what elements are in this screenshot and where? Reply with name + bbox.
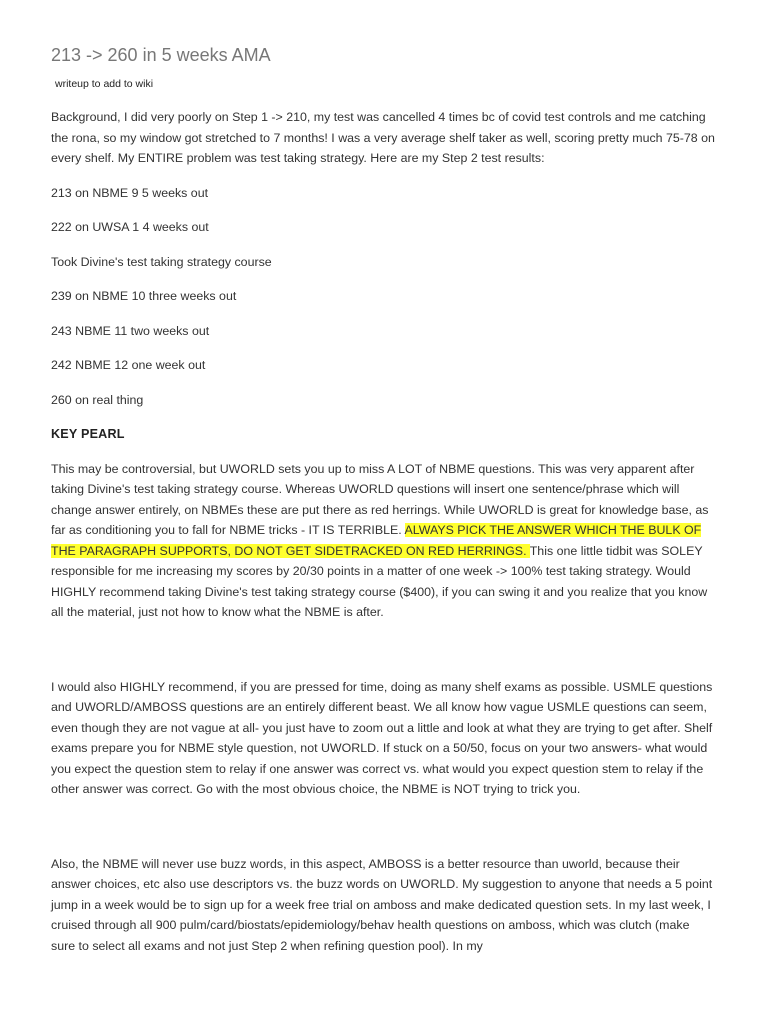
- spacer: [51, 814, 716, 854]
- key-pearl-paragraph: [51, 459, 716, 623]
- key-pearl-heading: KEY PEARL: [51, 427, 125, 441]
- result-item: 243 NBME 11 two weeks out: [51, 323, 210, 338]
- highlighted-text: ALWAYS PICK THE ANSWER WHICH THE BULK OF THE PARAGRAPH SUPPORTS, DO NOT GET SIDETRACKED ON RED HERRINGS.: [51, 523, 702, 558]
- result-item: 242 NBME 12 one week out: [51, 358, 206, 372]
- amboss-paragraph: Also, the NBME will never use buzz words, in this aspect, AMBOSS is a better resource than uworld, because their answer choices, etc also use descriptors vs. the buzz words on UWORLD. My suggestion to anyone that needs a 5 point jump in a week would be to sign up for a week free trial on amboss and make dedicated question sets. In my last week, I cruised through all 900 pulm/card/biostats/epidemiology/behav health questions on amboss, which was clutch (make sure to select all exams and not just Step 2 when refining question pool). In my: [51, 856, 713, 953]
- result-item: 239 on NBME 10 three weeks out: [51, 289, 237, 303]
- result-item: 260 on real thing: [51, 392, 144, 407]
- page-title: 213 -> 260 in 5 weeks AMA: [51, 45, 271, 65]
- result-item: 213 on NBME 9 5 weeks out: [51, 185, 209, 200]
- page-subtitle: writeup to add to wiki: [55, 78, 154, 90]
- document-body: [51, 107, 716, 970]
- key-pearl-text-before: This may be controversial, but UWORLD sets you up to miss A LOT of NBME questions. This was very apparent after taking Divine's test taking strategy course. Whereas UWORLD questions will insert one sentence/phrase which will change answer entirely, on NBMEs these are put there as red herrings. While UWORLD is great for knowledge base, as far as conditioning you to fall for NBME tricks - IT IS TERRIBLE.: [51, 461, 709, 537]
- result-item: 222 on UWSA 1 4 weeks out: [51, 220, 209, 234]
- shelf-paragraph: I would also HIGHLY recommend, if you are pressed for time, doing as many shelf exams as possible. USMLE questions and UWORLD/AMBOSS questions are an entirely different beast. We all know how vague USMLE questions can seem, even though they are not vague at all- you just have to zoom out a little and look at what they are trying to get after. Shelf exams prepare you for NBME style question, not UWORLD. If stuck on a 50/50, focus on your two answers- what would you expect the question stem to relay if one answer was correct vs. what would you expect question stem to relay if the other answer was correct. Go with the most obvious choice, the NBME is NOT trying to trick you.: [51, 679, 713, 796]
- key-pearl-text-after: This one little tidbit was SOLEY responsible for me increasing my scores by 20/30 points in a matter of one week -> 100% test taking strategy. Would HIGHLY recommend taking Divine's test taking strategy course ($400), if you can swing it and you realize that you know all the material, just not how to know what the NBME is after.: [51, 543, 708, 619]
- spacer: [51, 637, 716, 677]
- result-item: Took Divine's test taking strategy course: [51, 254, 272, 269]
- intro-paragraph: Background, I did very poorly on Step 1 -> 210, my test was cancelled 4 times bc of covid test controls and me catching the rona, so my window got stretched to 7 months! I was a very average shelf taker as well, scoring pretty much 75-78 on every shelf. My ENTIRE problem was test taking strategy. Here are my Step 2 test results:: [51, 110, 715, 165]
